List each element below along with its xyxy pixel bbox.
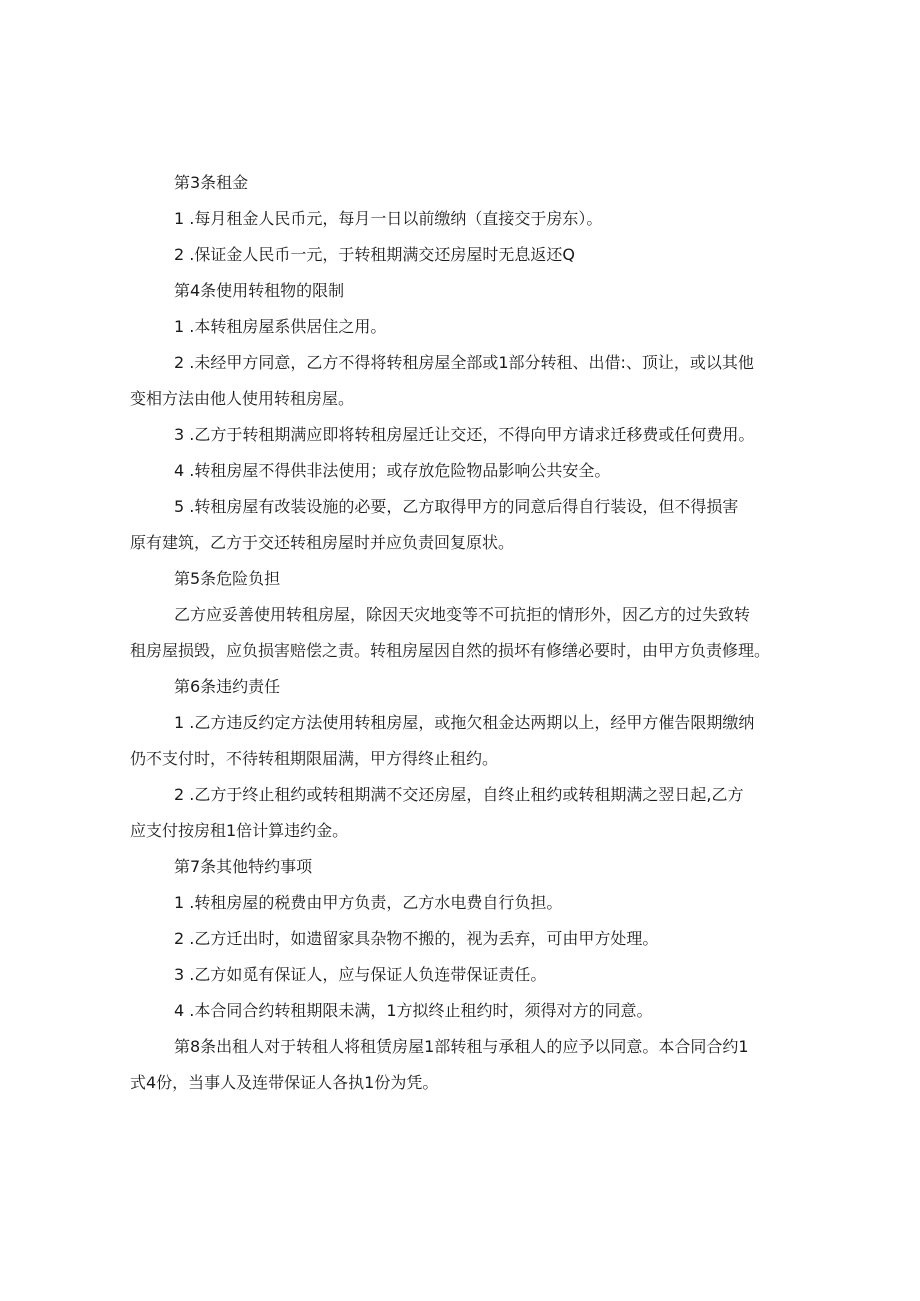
article-7-item-2: 2 .乙方迁出时，如遗留家具杂物不搬的，视为丢弃，可由甲方处理。 (174, 929, 659, 948)
article-4-item-2-line-1: 2 .未经甲方同意，乙方不得将转租房屋全部或1部分转租、出借:、顶让，或以其他 (174, 353, 754, 372)
article-4-item-1: 1 .本转租房屋系供居住之用。 (174, 317, 387, 336)
article-4-heading: 第4条使用转租物的限制 (174, 281, 345, 300)
document-body (130, 170, 790, 1106)
article-3-item-1: 1 .每月租金人民币元，每月一日以前缴纳（直接交于房东）。 (174, 209, 603, 228)
article-5-para-line-1: 乙方应妥善使用转租房屋，除因天灾地变等不可抗拒的情形外，因乙方的过失致转 (174, 605, 751, 624)
article-3-heading: 第3条租金 (174, 173, 249, 192)
article-4-item-4: 4 .转租房屋不得供非法使用；或存放危险物品影响公共安全。 (174, 461, 611, 480)
article-4-item-5-line-2: 原有建筑，乙方于交还转租房屋时并应负责回复原状。 (130, 533, 515, 552)
article-6-item-2-line-1: 2 .乙方于终止租约或转租期满不交还房屋，自终止租约或转租期满之翌日起,乙方 (174, 785, 744, 804)
article-5-para-line-2: 租房屋损毁，应负损害赔偿之责。转租房屋因自然的损坏有修缮必要时，由甲方负责修理。 (130, 641, 771, 660)
article-7-item-3: 3 .乙方如觅有保证人，应与保证人负连带保证责任。 (174, 965, 547, 984)
article-3-item-2: 2 .保证金人民币一元，于转租期满交还房屋时无息返还Q (174, 245, 575, 264)
article-6-heading: 第6条违约责任 (174, 677, 281, 696)
article-6-item-1-line-1: 1 .乙方违反约定方法使用转租房屋，或拖欠租金达两期以上，经甲方催告限期缴纳 (174, 713, 755, 732)
article-7-heading: 第7条其他特约事项 (174, 857, 313, 876)
article-5-heading: 第5条危险负担 (174, 569, 281, 588)
article-4-item-2-line-2: 变相方法由他人使用转租房屋。 (130, 389, 355, 408)
article-8-para-line-2: 式4份，当事人及连带保证人各执1份为凭。 (130, 1073, 439, 1092)
article-8-para-line-1: 第8条出租人对于转租人将租赁房屋1部转租与承租人的应予以同意。本合同合约1 (174, 1037, 749, 1056)
article-7-item-1: 1 .转租房屋的税费由甲方负责，乙方水电费自行负担。 (174, 893, 563, 912)
article-4-item-3: 3 .乙方于转租期满应即将转租房屋迁让交还，不得向甲方请求迁移费或任何费用。 (174, 425, 755, 444)
article-6-item-1-line-2: 仍不支付时，不待转租期限届满，甲方得终止租约。 (130, 749, 499, 768)
article-4-item-5-line-1: 5 .转租房屋有改装设施的必要，乙方取得甲方的同意后得自行装设，但不得损害 (174, 497, 739, 516)
article-7-item-4: 4 .本合同合约转租期限未满，1方拟终止租约时，须得对方的同意。 (174, 1001, 653, 1020)
article-6-item-2-line-2: 应支付按房租1倍计算违约金。 (130, 821, 349, 840)
